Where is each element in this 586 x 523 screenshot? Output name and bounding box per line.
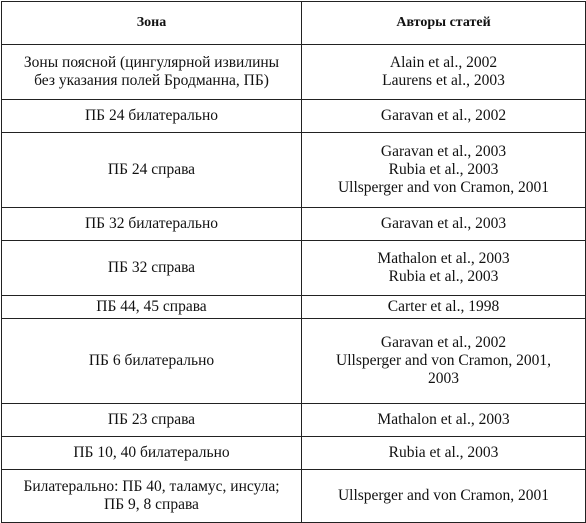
table-row xyxy=(2,319,586,404)
zone-text: ПБ 24 справа xyxy=(107,161,196,178)
table-row xyxy=(2,208,586,241)
author-text: Mathalon et al., 2003 xyxy=(377,411,510,428)
author-text: Mathalon et al., 2003 xyxy=(377,250,510,267)
author-text: Laurens et al., 2003 xyxy=(382,72,505,89)
authors-cell xyxy=(302,241,586,296)
authors-cell xyxy=(302,470,586,523)
zone-text: без указания полей Бродманна, ПБ) xyxy=(34,72,269,89)
author-text: 2003 xyxy=(428,370,459,387)
zone-text: Зоны поясной (цингулярной извилины xyxy=(23,54,280,71)
zone-text: ПБ 32 билатерально xyxy=(84,215,218,232)
zone-text: ПБ 10, 40 билатерально xyxy=(73,444,230,461)
table-row xyxy=(2,404,586,437)
header-authors: Авторы статей xyxy=(302,2,586,45)
zone-cell xyxy=(2,437,302,470)
zone-text: ПБ 32 справа xyxy=(107,259,196,276)
author-text: Garavan et al., 2003 xyxy=(380,215,507,232)
table-row xyxy=(2,470,586,523)
authors-cell xyxy=(302,404,586,437)
author-text: Carter et al., 1998 xyxy=(387,298,500,315)
zones-authors-table xyxy=(1,1,586,523)
author-text: Alain et al., 2002 xyxy=(389,54,498,71)
zone-cell xyxy=(2,100,302,133)
zone-text: ПБ 9, 8 справа xyxy=(104,496,199,513)
zone-text: ПБ 44, 45 справа xyxy=(96,298,207,315)
zone-cell xyxy=(2,208,302,241)
zone-cell xyxy=(2,404,302,437)
author-text: Rubia et al., 2003 xyxy=(388,161,499,178)
author-text: Garavan et al., 2003 xyxy=(380,143,507,160)
author-text: Rubia et al., 2003 xyxy=(388,268,499,285)
header-zone: Зона xyxy=(2,2,302,45)
authors-cell xyxy=(302,437,586,470)
zone-cell xyxy=(2,470,302,523)
authors-cell xyxy=(302,319,586,404)
zone-text: ПБ 24 билатерально xyxy=(84,107,218,124)
author-text: Garavan et al., 2002 xyxy=(380,107,507,124)
author-text: Ullsperger and von Cramon, 2001 xyxy=(337,179,550,196)
table-header-row xyxy=(2,2,586,45)
authors-cell xyxy=(302,296,586,319)
zone-cell xyxy=(2,133,302,208)
author-text: Rubia et al., 2003 xyxy=(388,444,499,461)
zone-text: Билатерально: ПБ 40, таламус, инсула; xyxy=(23,478,280,495)
zone-cell xyxy=(2,319,302,404)
author-text: Ullsperger and von Cramon, 2001, xyxy=(336,352,551,369)
zone-text: ПБ 23 справа xyxy=(107,411,196,428)
zone-cell xyxy=(2,241,302,296)
table-row xyxy=(2,296,586,319)
table-row xyxy=(2,241,586,296)
authors-cell xyxy=(302,100,586,133)
authors-cell xyxy=(302,133,586,208)
table-row xyxy=(2,437,586,470)
table-row xyxy=(2,133,586,208)
zone-cell xyxy=(2,45,302,100)
zone-text: ПБ 6 билатерально xyxy=(88,352,215,369)
authors-cell xyxy=(302,208,586,241)
author-text: Ullsperger and von Cramon, 2001 xyxy=(337,487,550,504)
table-row xyxy=(2,45,586,100)
authors-cell xyxy=(302,45,586,100)
zone-cell xyxy=(2,296,302,319)
table-row xyxy=(2,100,586,133)
author-text: Garavan et al., 2002 xyxy=(380,334,507,351)
